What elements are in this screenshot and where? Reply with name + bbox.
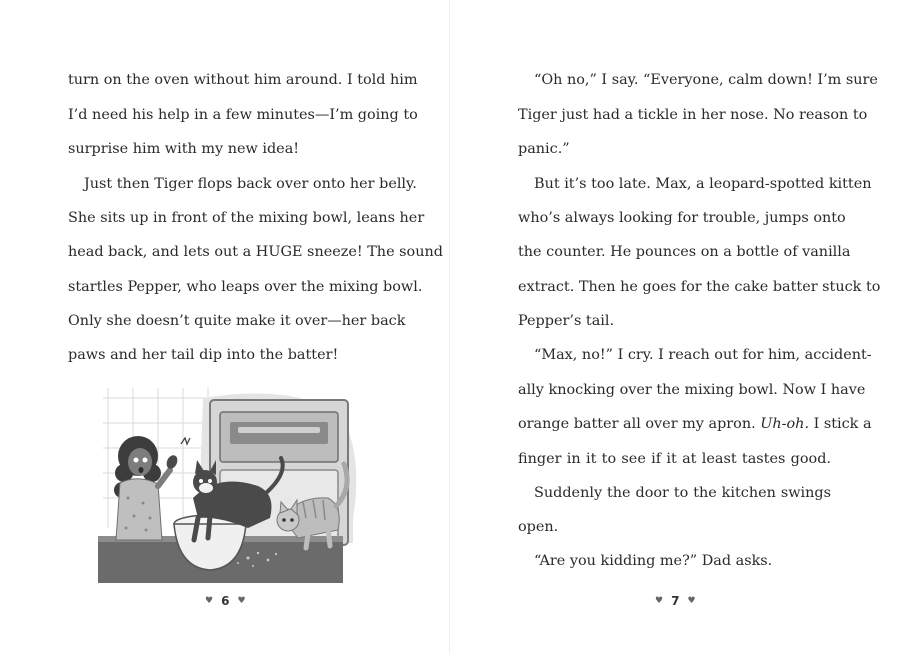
left-line-3: surprise him with my new idea! [68, 141, 300, 157]
page-number-left: 6 [221, 594, 230, 608]
right-line-2: Tiger just had a tickle in her nose. No reason to [518, 107, 868, 123]
right-line-12: finger in it to see if it at least tastes good. [518, 451, 831, 467]
heart-icon: ♥ [205, 596, 214, 606]
left-line-6: head back, and lets out a HUGE sneeze! The sound [68, 244, 443, 260]
right-line-7: extract. Then he goes for the cake batter stuck to [518, 279, 881, 295]
right-line-3: panic.” [518, 141, 570, 157]
left-line-1: turn on the oven without him around. I told him [68, 72, 418, 88]
right-line-11a: orange batter all over my apron. [518, 416, 761, 432]
right-line-8: Pepper’s tail. [518, 313, 615, 329]
right-line-5: who’s always looking for trouble, jumps onto [518, 210, 846, 226]
heart-icon: ♥ [237, 596, 246, 606]
right-line-1: “Oh no,” I say. “Everyone, calm down! I’m sure [534, 72, 878, 88]
right-page [450, 0, 900, 654]
page-number-right: 7 [671, 594, 680, 608]
left-page-folio [205, 594, 246, 608]
right-line-11b: I stick a [809, 416, 872, 432]
left-line-4: Just then Tiger flops back over onto her belly. [84, 176, 417, 192]
right-line-14: open. [518, 519, 559, 535]
right-line-13: Suddenly the door to the kitchen swings [534, 485, 831, 501]
right-line-11 [518, 414, 872, 434]
left-line-7: startles Pepper, who leaps over the mixing bowl. [68, 279, 423, 295]
right-page-folio [655, 594, 696, 608]
right-line-10: ally knocking over the mixing bowl. Now I have [518, 382, 866, 398]
left-line-2: I’d need his help in a few minutes—I’m going to [68, 107, 418, 123]
kitchen-illustration [98, 378, 358, 583]
heart-icon: ♥ [655, 596, 664, 606]
heart-icon: ♥ [687, 596, 696, 606]
left-line-8: Only she doesn’t quite make it over—her back [68, 313, 406, 329]
left-line-9: paws and her tail dip into the batter! [68, 347, 339, 363]
left-line-5: She sits up in front of the mixing bowl, leans her [68, 210, 425, 226]
right-line-9: “Max, no!” I cry. I reach out for him, accident- [534, 347, 872, 363]
right-line-6: the counter. He pounces on a bottle of vanilla [518, 244, 851, 260]
right-line-15: “Are you kidding me?” Dad asks. [534, 553, 773, 569]
right-line-11-italic: Uh-oh. [760, 416, 810, 432]
right-line-4: But it’s too late. Max, a leopard-spotted kitten [534, 176, 872, 192]
